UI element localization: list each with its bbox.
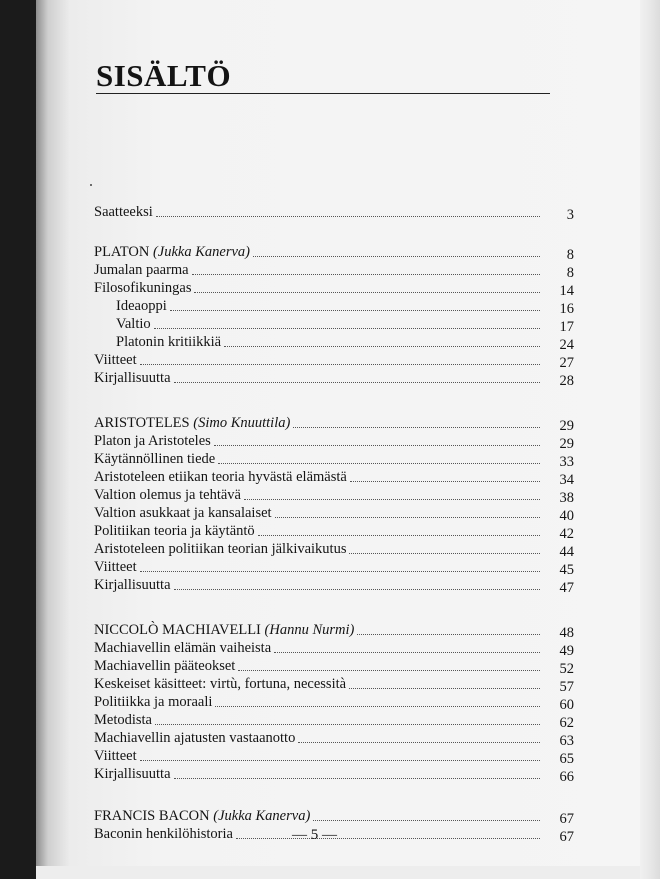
page-title: SISÄLTÖ bbox=[96, 58, 232, 93]
toc-entry-page: 60 bbox=[559, 697, 574, 713]
dot-leader bbox=[140, 364, 540, 365]
toc-entry-title: Filosofikuningas bbox=[94, 280, 192, 296]
toc-entry-label bbox=[94, 621, 354, 639]
toc-entry bbox=[94, 522, 574, 540]
toc-entry-page: 3 bbox=[566, 207, 574, 223]
dot-leader bbox=[350, 481, 540, 482]
toc-entry bbox=[94, 369, 574, 387]
dot-leader bbox=[298, 742, 540, 743]
toc-entry-title: Käytännöllinen tiede bbox=[94, 451, 216, 467]
dot-leader bbox=[357, 634, 540, 635]
toc-entry-page: 33 bbox=[559, 454, 574, 470]
page-number: — 5 — bbox=[292, 827, 337, 843]
toc-entry-title: NICCOLÒ MACHIAVELLI bbox=[94, 622, 265, 638]
toc-entry bbox=[94, 315, 574, 333]
dot-leader bbox=[194, 292, 540, 293]
toc-entry-page: 67 bbox=[559, 811, 574, 827]
toc-entry-page: 14 bbox=[559, 283, 574, 299]
toc-entry-page: 27 bbox=[559, 355, 574, 371]
dot-leader bbox=[224, 346, 540, 347]
toc-entry-label bbox=[116, 333, 221, 351]
toc-entry-title: Ideaoppi bbox=[116, 298, 167, 314]
toc-entry-page: 48 bbox=[559, 625, 574, 641]
toc-entry-title: Machiavellin pääteokset bbox=[94, 658, 236, 674]
toc-entry-label bbox=[94, 639, 271, 657]
dot-leader bbox=[236, 838, 540, 839]
dot-leader bbox=[275, 517, 540, 518]
toc-entry-label bbox=[94, 576, 171, 594]
toc-entry bbox=[94, 297, 574, 315]
toc-entry-page: 57 bbox=[559, 679, 574, 695]
dot-leader bbox=[155, 724, 540, 725]
toc-entry-label bbox=[94, 807, 310, 825]
toc-entry bbox=[94, 414, 574, 432]
toc-entry-label bbox=[94, 504, 272, 522]
toc-entry-title: Politiikan teoria ja käytäntö bbox=[94, 523, 255, 539]
scan-speck bbox=[90, 184, 92, 186]
dot-leader bbox=[174, 382, 540, 383]
toc-entry-label bbox=[94, 414, 290, 432]
toc-entry-label bbox=[94, 693, 212, 711]
toc-entry-page: 8 bbox=[566, 247, 574, 263]
toc-entry-title: Valtion asukkaat ja kansalaiset bbox=[94, 505, 272, 521]
toc-entry-label bbox=[94, 765, 171, 783]
toc-entry bbox=[94, 333, 574, 351]
toc-entry-page: 67 bbox=[559, 829, 574, 845]
table-of-contents bbox=[94, 203, 574, 843]
document-page bbox=[36, 0, 640, 866]
toc-entry-page: 29 bbox=[559, 436, 574, 452]
toc-entry-page: 8 bbox=[566, 265, 574, 281]
toc-entry bbox=[94, 468, 574, 486]
toc-entry-title: Valtion olemus ja tehtävä bbox=[94, 487, 241, 503]
toc-section bbox=[94, 203, 574, 221]
dot-leader bbox=[156, 216, 540, 217]
toc-section bbox=[94, 414, 574, 594]
dot-leader bbox=[174, 778, 540, 779]
toc-entry-label bbox=[94, 243, 250, 261]
dot-leader bbox=[349, 688, 540, 689]
toc-entry-title: Metodista bbox=[94, 712, 152, 728]
dot-leader bbox=[215, 706, 540, 707]
dot-leader bbox=[174, 589, 540, 590]
toc-entry-title: Kirjallisuutta bbox=[94, 577, 171, 593]
toc-entry-page: 49 bbox=[559, 643, 574, 659]
toc-entry-page: 62 bbox=[559, 715, 574, 731]
toc-entry bbox=[94, 807, 574, 825]
toc-entry bbox=[94, 693, 574, 711]
toc-entry-label bbox=[94, 558, 137, 576]
toc-entry-title: FRANCIS BACON bbox=[94, 808, 214, 824]
dot-leader bbox=[313, 820, 540, 821]
toc-entry-label bbox=[94, 450, 215, 468]
toc-entry-label bbox=[94, 747, 137, 765]
toc-entry bbox=[94, 729, 574, 747]
toc-entry bbox=[94, 432, 574, 450]
toc-entry-title: Kirjallisuutta bbox=[94, 766, 171, 782]
toc-entry-page: 52 bbox=[559, 661, 574, 677]
toc-entry-title: PLATON bbox=[94, 244, 153, 260]
toc-entry-title: Valtio bbox=[116, 316, 151, 332]
toc-entry-title: Saatteeksi bbox=[94, 204, 153, 220]
dot-leader bbox=[258, 535, 540, 536]
toc-entry-label bbox=[94, 711, 152, 729]
toc-entry bbox=[94, 351, 574, 369]
toc-entry-title: Baconin henkilöhistoria bbox=[94, 826, 233, 842]
toc-entry bbox=[94, 261, 574, 279]
toc-entry-label bbox=[94, 657, 235, 675]
toc-entry-title: Viitteet bbox=[94, 748, 137, 764]
toc-entry-title: Kirjallisuutta bbox=[94, 370, 171, 386]
toc-entry bbox=[94, 540, 574, 558]
toc-entry bbox=[94, 243, 574, 261]
toc-entry-page: 24 bbox=[559, 337, 574, 353]
toc-entry-title: Politiikka ja moraali bbox=[94, 694, 213, 710]
toc-entry-label bbox=[94, 261, 189, 279]
toc-entry-page: 34 bbox=[559, 472, 574, 488]
toc-entry-label bbox=[94, 825, 233, 843]
toc-entry-page: 63 bbox=[559, 733, 574, 749]
toc-entry bbox=[94, 486, 574, 504]
toc-entry-page: 40 bbox=[559, 508, 574, 524]
toc-entry bbox=[94, 279, 574, 297]
toc-section bbox=[94, 243, 574, 387]
dot-leader bbox=[214, 445, 540, 446]
dot-leader bbox=[293, 427, 540, 428]
toc-entry-page: 17 bbox=[559, 319, 574, 335]
toc-entry-label bbox=[94, 468, 347, 486]
toc-entry-title: Machiavellin elämän vaiheista bbox=[94, 640, 272, 656]
scan-bottom-margin bbox=[36, 866, 640, 879]
toc-entry-label bbox=[94, 369, 171, 387]
toc-entry-title: Aristoteleen politiikan teorian jälkivaikutus bbox=[94, 541, 347, 557]
dot-leader bbox=[140, 571, 540, 572]
toc-entry-label bbox=[116, 297, 167, 315]
toc-entry-label bbox=[94, 540, 346, 558]
toc-entry-label bbox=[94, 675, 346, 693]
toc-entry-title: Machiavellin ajatusten vastaanotto bbox=[94, 730, 296, 746]
toc-entry bbox=[94, 621, 574, 639]
toc-entry-page: 38 bbox=[559, 490, 574, 506]
toc-entry-title: Platon ja Aristoteles bbox=[94, 433, 211, 449]
toc-section bbox=[94, 621, 574, 783]
toc-entry-page: 65 bbox=[559, 751, 574, 767]
toc-entry-page: 45 bbox=[559, 562, 574, 578]
toc-entry-label bbox=[94, 203, 153, 221]
dot-leader bbox=[253, 256, 540, 257]
toc-entry-title: Aristoteleen etiikan teoria hyvästä elämästä bbox=[94, 469, 347, 485]
toc-entry bbox=[94, 203, 574, 221]
dot-leader bbox=[218, 463, 540, 464]
toc-entry-author: (Simo Knuuttila) bbox=[193, 415, 291, 431]
toc-entry-author: (Jukka Kanerva) bbox=[213, 808, 311, 824]
toc-entry-page: 28 bbox=[559, 373, 574, 389]
dot-leader bbox=[274, 652, 540, 653]
toc-entry bbox=[94, 558, 574, 576]
toc-entry-author: (Hannu Nurmi) bbox=[264, 622, 355, 638]
toc-entry-author: (Jukka Kanerva) bbox=[152, 244, 250, 260]
toc-entry-title: Jumalan paarma bbox=[94, 262, 189, 278]
toc-entry-page: 44 bbox=[559, 544, 574, 560]
toc-entry-title: Platonin kritiikkiä bbox=[116, 334, 222, 350]
toc-entry bbox=[94, 657, 574, 675]
dot-leader bbox=[170, 310, 540, 311]
toc-entry-label bbox=[94, 432, 211, 450]
toc-entry bbox=[94, 504, 574, 522]
toc-entry-title: Viitteet bbox=[94, 559, 137, 575]
toc-entry-label bbox=[94, 486, 241, 504]
toc-entry-label bbox=[94, 351, 137, 369]
toc-entry bbox=[94, 675, 574, 693]
title-underline bbox=[96, 93, 550, 94]
toc-entry-label bbox=[94, 279, 191, 297]
scan-right-margin bbox=[640, 0, 660, 879]
dot-leader bbox=[154, 328, 540, 329]
toc-entry-page: 29 bbox=[559, 418, 574, 434]
dot-leader bbox=[238, 670, 540, 671]
dot-leader bbox=[140, 760, 540, 761]
toc-entry-label bbox=[94, 729, 295, 747]
toc-entry-label bbox=[94, 522, 255, 540]
toc-entry-title: Viitteet bbox=[94, 352, 137, 368]
dot-leader bbox=[349, 553, 540, 554]
toc-entry-title: Keskeiset käsitteet: virtù, fortuna, necessità bbox=[94, 676, 347, 692]
toc-entry bbox=[94, 765, 574, 783]
toc-entry bbox=[94, 747, 574, 765]
toc-entry-page: 66 bbox=[559, 769, 574, 785]
toc-entry bbox=[94, 576, 574, 594]
toc-entry-page: 47 bbox=[559, 580, 574, 596]
dot-leader bbox=[192, 274, 540, 275]
toc-entry bbox=[94, 450, 574, 468]
toc-entry-page: 42 bbox=[559, 526, 574, 542]
toc-entry bbox=[94, 711, 574, 729]
dot-leader bbox=[244, 499, 540, 500]
toc-entry-title: ARISTOTELES bbox=[94, 415, 194, 431]
toc-entry-page: 16 bbox=[559, 301, 574, 317]
toc-entry bbox=[94, 639, 574, 657]
toc-entry-label bbox=[116, 315, 151, 333]
